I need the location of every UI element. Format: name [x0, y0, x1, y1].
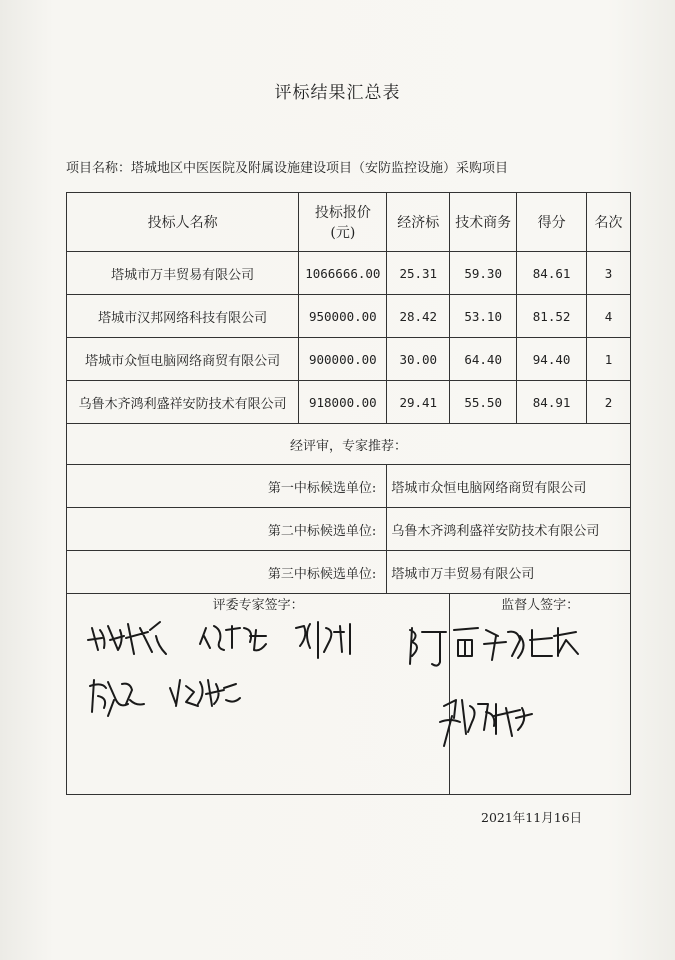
total-score: 84.91 — [517, 381, 587, 424]
tech-business-score: 64.40 — [450, 338, 517, 381]
header-rank: 名次 — [587, 193, 631, 252]
candidate-label: 第一中标候选单位: — [67, 465, 387, 508]
bidder-name: 塔城市汉邦网络科技有限公司 — [67, 295, 299, 338]
document-date: 2021年11月16日 — [481, 810, 583, 825]
economic-score: 25.31 — [387, 252, 450, 295]
bid-price: 1066666.00 — [299, 252, 387, 295]
header-price-line2: (元) — [330, 225, 356, 241]
header-score: 得分 — [517, 193, 587, 252]
bid-price: 918000.00 — [299, 381, 387, 424]
expert-signature-4 — [90, 680, 144, 716]
economic-score: 28.42 — [387, 295, 450, 338]
bidder-name: 乌鲁木齐鸿利盛祥安防技术有限公司 — [67, 381, 299, 424]
bid-price: 950000.00 — [299, 295, 387, 338]
review-note: 经评审，专家推荐： — [67, 424, 631, 465]
rank: 1 — [587, 338, 631, 381]
candidate-label: 第二中标候选单位: — [67, 508, 387, 551]
tech-business-score: 55.50 — [450, 381, 517, 424]
header-price-line1: 投标报价 — [314, 205, 371, 221]
header-economic: 经济标 — [387, 193, 450, 252]
supervisor-label: 监督人签字： — [501, 598, 580, 613]
header-bidder: 投标人名称 — [67, 193, 299, 252]
document-title: 评标结果汇总表 — [274, 83, 401, 103]
expert-signature-1 — [88, 622, 166, 654]
bidder-name: 塔城市众恒电脑网络商贸有限公司 — [67, 338, 299, 381]
rank: 2 — [587, 381, 631, 424]
bidder-name: 塔城市万丰贸易有限公司 — [67, 252, 299, 295]
bid-price: 900000.00 — [299, 338, 387, 381]
supervisor-signature-1 — [410, 628, 578, 666]
total-score: 94.40 — [517, 338, 587, 381]
header-tech-business: 技术商务 — [450, 193, 517, 252]
total-score: 81.52 — [517, 295, 587, 338]
candidate-value: 塔城市众恒电脑网络商贸有限公司 — [387, 465, 631, 508]
expert-signature-5 — [170, 680, 240, 706]
experts-label: 评委专家签字： — [212, 598, 304, 613]
candidate-value: 乌鲁木齐鸿利盛祥安防技术有限公司 — [387, 508, 631, 551]
supervisor-signature-2 — [440, 700, 532, 746]
candidate-label: 第三中标候选单位: — [67, 551, 387, 594]
rank: 4 — [587, 295, 631, 338]
tech-business-score: 59.30 — [450, 252, 517, 295]
rank: 3 — [587, 252, 631, 295]
expert-signature-3 — [296, 622, 350, 658]
expert-signature-2 — [200, 626, 266, 650]
tech-business-score: 53.10 — [450, 295, 517, 338]
economic-score: 30.00 — [387, 338, 450, 381]
project-name: 项目名称：塔城地区中医医院及附属设施建设项目（安防监控设施）采购项目 — [66, 161, 509, 176]
total-score: 84.61 — [517, 252, 587, 295]
candidate-value: 塔城市万丰贸易有限公司 — [387, 551, 631, 594]
economic-score: 29.41 — [387, 381, 450, 424]
